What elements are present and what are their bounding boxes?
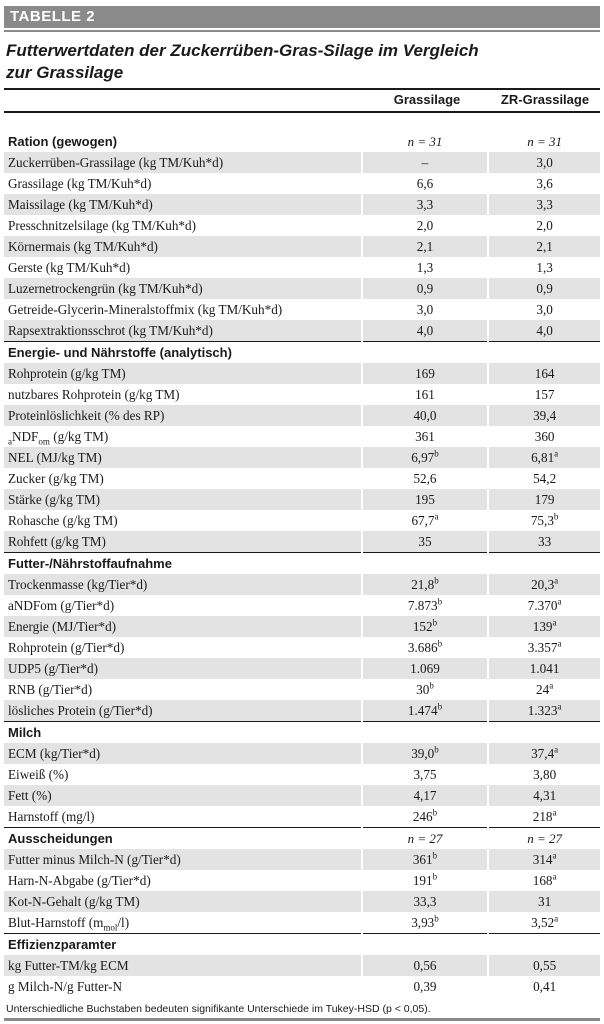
row-label: Kot-N-Gehalt (g/kg TM) xyxy=(4,891,362,912)
table-row xyxy=(4,531,600,553)
row-label: Trockenmasse (kg/Tier*d) xyxy=(4,574,362,595)
table-row xyxy=(4,574,600,595)
row-label: Zucker (g/kg TM) xyxy=(8,471,104,486)
table-row xyxy=(4,743,600,764)
column-header-grassilage: Grassilage xyxy=(393,92,461,107)
table-row xyxy=(4,173,600,194)
table-row xyxy=(4,236,600,257)
column-header-rule xyxy=(4,111,600,113)
row-label: Fett (%) xyxy=(4,785,362,806)
row-label: Presschnitzelsilage (kg TM/Kuh*d) xyxy=(8,218,197,233)
table-row xyxy=(4,320,600,342)
value-grassilage: 2,0 xyxy=(362,215,489,236)
value-zr-grassilage: 3,0 xyxy=(488,299,600,320)
value-grassilage: 21,8$^b$ xyxy=(362,574,489,595)
value-grassilage: 3,93$^b$ xyxy=(362,912,489,934)
value-zr-grassilage: 1,3 xyxy=(488,257,600,278)
table-row xyxy=(4,384,600,405)
value-grassilage: n = 27 xyxy=(362,828,489,850)
row-label: Futter-/Nährstoffaufnahme xyxy=(4,553,362,575)
footnote: Unterschiedliche Buchstaben bedeuten signifikante Unterschiede im Tukey-HSD (p < 0,05). xyxy=(6,1003,431,1015)
row-label: $_aNDF_{om}$ (g/kg TM) xyxy=(8,429,109,447)
table-row xyxy=(4,426,600,447)
row-label: g Milch-N/g Futter-N xyxy=(8,979,123,994)
row-label: UDP5 (g/Tier*d) xyxy=(4,658,362,679)
table-row xyxy=(4,785,600,806)
row-label: Körnermais (kg TM/Kuh*d) xyxy=(4,236,362,257)
value-zr-grassilage: 3,52$^a$ xyxy=(488,912,600,934)
value-zr-grassilage: 168$^a$ xyxy=(488,870,600,891)
value-grassilage: 4,17 xyxy=(362,785,489,806)
value-zr-grassilage: 0,55 xyxy=(488,955,600,976)
table-row xyxy=(4,363,600,384)
value-grassilage: 6,97$^b$ xyxy=(362,447,489,468)
row-label: Eiweiß (%) xyxy=(8,767,69,782)
value-zr-grassilage xyxy=(488,342,600,364)
table-row xyxy=(4,849,600,870)
row-label: Zuckerrüben-Grassilage (kg TM/Kuh*d) xyxy=(4,152,362,173)
value-zr-grassilage: 2,0 xyxy=(488,215,600,236)
row-label: Milch xyxy=(4,722,362,744)
value-zr-grassilage: 164 xyxy=(488,363,600,384)
value-grassilage: 39,0$^b$ xyxy=(362,743,489,764)
value-zr-grassilage: 20,3$^a$ xyxy=(488,574,600,595)
row-label: nutzbares Rohprotein (g/kg TM) xyxy=(8,387,180,402)
table-row xyxy=(4,215,600,236)
table-row xyxy=(4,447,600,468)
value-grassilage: 191$^b$ xyxy=(362,870,489,891)
value-zr-grassilage: 4,31 xyxy=(488,785,600,806)
table-row xyxy=(4,637,600,658)
value-zr-grassilage xyxy=(488,934,600,956)
value-grassilage: n = 31 xyxy=(362,131,489,152)
row-label: Futter minus Milch-N (g/Tier*d) xyxy=(4,849,362,870)
column-header-zr-grassilage: ZR-Grassilage xyxy=(500,92,590,107)
value-grassilage: 0,39 xyxy=(362,976,489,997)
value-grassilage xyxy=(362,934,489,956)
value-grassilage xyxy=(362,553,489,575)
row-label: Rohfett (g/kg TM) xyxy=(4,531,362,553)
row-label: Blut-Harnstoff $(m_{mol}/l)$ xyxy=(8,915,130,933)
row-label: Rohprotein (g/Tier*d) xyxy=(8,640,125,655)
value-grassilage: 3,3 xyxy=(362,194,489,215)
table-row xyxy=(4,764,600,785)
value-zr-grassilage: 3,3 xyxy=(488,194,600,215)
title-line-1: Futterwertdaten der Zuckerrüben-Gras-Silage im Vergleich xyxy=(6,41,479,60)
section-row xyxy=(4,553,600,575)
value-grassilage: 3,75 xyxy=(362,764,489,785)
row-label: Grassilage (kg TM/Kuh*d) xyxy=(8,176,152,191)
value-zr-grassilage xyxy=(488,722,600,744)
value-grassilage: 30$^b$ xyxy=(362,679,489,700)
table-row xyxy=(4,679,600,700)
value-grassilage: 67,7$^a$ xyxy=(362,510,489,531)
value-zr-grassilage xyxy=(488,553,600,575)
value-grassilage: 169 xyxy=(362,363,489,384)
value-zr-grassilage: 360 xyxy=(488,426,600,447)
value-zr-grassilage: 33 xyxy=(488,531,600,553)
value-zr-grassilage: 157 xyxy=(488,384,600,405)
table-row xyxy=(4,955,600,976)
table-row xyxy=(4,891,600,912)
title-line-2: zur Grassilage xyxy=(6,63,124,82)
table-row xyxy=(4,616,600,637)
table-title xyxy=(6,40,596,84)
value-zr-grassilage: n = 31 xyxy=(488,131,600,152)
row-label: RNB (g/Tier*d) xyxy=(8,682,93,697)
table-label: TABELLE 2 xyxy=(10,8,96,25)
row-label: Effizienzparamter xyxy=(4,934,362,956)
value-zr-grassilage: 24$^a$ xyxy=(488,679,600,700)
table-row xyxy=(4,278,600,299)
table-row xyxy=(4,806,600,828)
value-zr-grassilage: 54,2 xyxy=(488,468,600,489)
row-label: Ausscheidungen xyxy=(4,828,362,850)
value-zr-grassilage: 0,9 xyxy=(488,278,600,299)
value-grassilage: 1.069 xyxy=(362,658,489,679)
value-grassilage: 4,0 xyxy=(362,320,489,342)
table-row xyxy=(4,489,600,510)
table-row xyxy=(4,595,600,616)
row-label: Rohasche (g/kg TM) xyxy=(8,513,118,528)
value-grassilage: 0,56 xyxy=(362,955,489,976)
table-row xyxy=(4,510,600,531)
value-zr-grassilage: 75,3$^b$ xyxy=(488,510,600,531)
value-grassilage: 246$^b$ xyxy=(362,806,489,828)
value-zr-grassilage: 0,41 xyxy=(488,976,600,997)
value-grassilage: 2,1 xyxy=(362,236,489,257)
section-row xyxy=(4,722,600,744)
row-label: kg Futter-TM/kg ECM xyxy=(4,955,362,976)
value-grassilage xyxy=(362,722,489,744)
row-label: Energie (MJ/Tier*d) xyxy=(4,616,362,637)
value-grassilage: 33,3 xyxy=(362,891,489,912)
row-label: Harn-N-Abgabe (g/Tier*d) xyxy=(8,873,151,888)
row-label: Stärke (g/kg TM) xyxy=(4,489,362,510)
value-zr-grassilage: 3,0 xyxy=(488,152,600,173)
value-grassilage xyxy=(362,342,489,364)
row-label: Ration (gewogen) xyxy=(8,134,118,149)
bottom-rule xyxy=(4,1018,600,1021)
section-row xyxy=(4,342,600,364)
row-label: Energie- und Nährstoffe (analytisch) xyxy=(4,342,362,364)
section-row xyxy=(4,828,600,850)
table-row xyxy=(4,299,600,320)
table-row xyxy=(4,194,600,215)
row-label: Luzernetrockengrün (kg TM/Kuh*d) xyxy=(4,278,362,299)
row-label: Getreide-Glycerin-Mineralstoffmix (kg TM/Kuh*d) xyxy=(8,302,283,317)
value-grassilage: 35 xyxy=(362,531,489,553)
data-table xyxy=(4,131,600,997)
row-label: lösliches Protein (g/Tier*d) xyxy=(4,700,362,722)
value-zr-grassilage: 3,6 xyxy=(488,173,600,194)
table-row xyxy=(4,405,600,426)
table-row xyxy=(4,870,600,891)
value-grassilage: 361$^b$ xyxy=(362,849,489,870)
value-grassilage: 1.474$^b$ xyxy=(362,700,489,722)
section-row xyxy=(4,934,600,956)
row-label: NEL (MJ/kg TM) xyxy=(4,447,362,468)
value-zr-grassilage: 1.323$^a$ xyxy=(488,700,600,722)
row-label: Proteinlöslichkeit (% des RP) xyxy=(4,405,362,426)
value-grassilage: 40,0 xyxy=(362,405,489,426)
row-label: Rohprotein (g/kg TM) xyxy=(4,363,362,384)
value-zr-grassilage: 3.357$^a$ xyxy=(488,637,600,658)
table-row xyxy=(4,257,600,278)
value-zr-grassilage: 4,0 xyxy=(488,320,600,342)
table-row xyxy=(4,700,600,722)
row-label: Harnstoff (mg/l) xyxy=(8,809,95,824)
value-zr-grassilage: 314$^a$ xyxy=(488,849,600,870)
value-zr-grassilage: 179 xyxy=(488,489,600,510)
value-zr-grassilage: 2,1 xyxy=(488,236,600,257)
row-label: Gerste (kg TM/Kuh*d) xyxy=(8,260,131,275)
title-rule xyxy=(4,88,600,90)
value-grassilage: 161 xyxy=(362,384,489,405)
section-row xyxy=(4,131,600,152)
header-rule xyxy=(4,30,600,32)
value-zr-grassilage: 139$^a$ xyxy=(488,616,600,637)
value-zr-grassilage: 3,80 xyxy=(488,764,600,785)
row-label: Rapsextraktionsschrot (kg TM/Kuh*d) xyxy=(4,320,362,342)
value-grassilage: 0,9 xyxy=(362,278,489,299)
table-row xyxy=(4,468,600,489)
value-grassilage: 6,6 xyxy=(362,173,489,194)
table-row xyxy=(4,658,600,679)
value-grassilage: 361 xyxy=(362,426,489,447)
table-label-bar xyxy=(4,6,600,28)
value-zr-grassilage: 31 xyxy=(488,891,600,912)
row-label: aNDFom (g/Tier*d) xyxy=(8,598,115,613)
value-grassilage: 1,3 xyxy=(362,257,489,278)
value-grassilage: 195 xyxy=(362,489,489,510)
table-row xyxy=(4,912,600,934)
value-grassilage: – xyxy=(362,152,489,173)
value-grassilage: 3.686$^b$ xyxy=(362,637,489,658)
value-zr-grassilage: n = 27 xyxy=(488,828,600,850)
row-label: ECM (kg/Tier*d) xyxy=(4,743,362,764)
value-zr-grassilage: 7.370$^a$ xyxy=(488,595,600,616)
value-zr-grassilage: 218$^a$ xyxy=(488,806,600,828)
value-grassilage: 3,0 xyxy=(362,299,489,320)
table-row xyxy=(4,152,600,173)
table-row xyxy=(4,976,600,997)
value-grassilage: 152$^b$ xyxy=(362,616,489,637)
value-grassilage: 7.873$^b$ xyxy=(362,595,489,616)
row-label: Maissilage (kg TM/Kuh*d) xyxy=(4,194,362,215)
value-zr-grassilage: 39,4 xyxy=(488,405,600,426)
value-zr-grassilage: 1.041 xyxy=(488,658,600,679)
value-zr-grassilage: 37,4$^a$ xyxy=(488,743,600,764)
value-zr-grassilage: 6,81$^a$ xyxy=(488,447,600,468)
value-grassilage: 52,6 xyxy=(362,468,489,489)
